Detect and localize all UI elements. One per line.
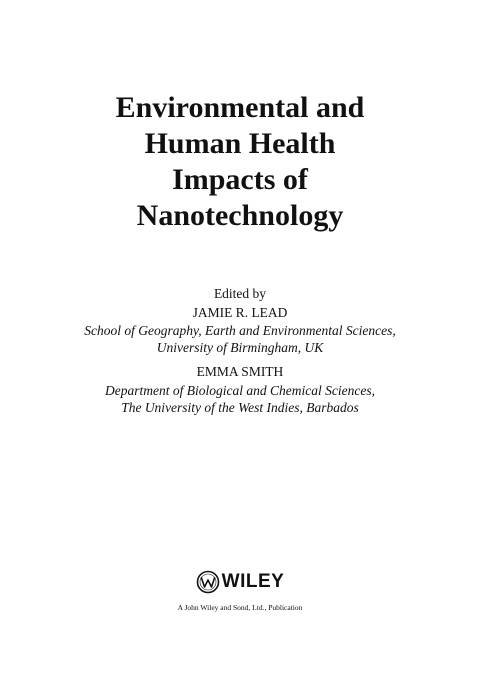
title-line-4: Nanotechnology	[136, 199, 344, 232]
title-line-3: Impacts of	[172, 163, 308, 196]
editor-affiliation-2	[0, 382, 480, 416]
publisher-logo-text: WILEY	[221, 571, 285, 592]
wiley-logo-icon	[196, 570, 220, 594]
editor-affiliation-1-line-2: University of Birmingham, UK	[156, 340, 324, 355]
publisher-logo-inner	[196, 570, 285, 594]
editor-affiliation-2-line-1: Department of Biological and Chemical Sciences,	[105, 383, 375, 398]
title-line-1: Environmental and	[115, 91, 365, 124]
editor-affiliation-1	[0, 322, 480, 356]
editor-affiliation-2-line-2: The University of the West Indies, Barbados	[121, 400, 359, 415]
book-title	[0, 90, 480, 234]
title-line-2: Human Health	[144, 127, 336, 160]
publisher-line: A John Wiley and Sond, Ltd., Publication	[177, 603, 303, 612]
editor-name-2: EMMA SMITH	[196, 364, 284, 379]
editor-affiliation-1-line-1: School of Geography, Earth and Environmental Sciences,	[84, 323, 396, 338]
publisher-logo	[0, 570, 480, 594]
edited-by-label: Edited by	[213, 286, 267, 301]
editor-name-1: JAMIE R. LEAD	[192, 305, 288, 320]
